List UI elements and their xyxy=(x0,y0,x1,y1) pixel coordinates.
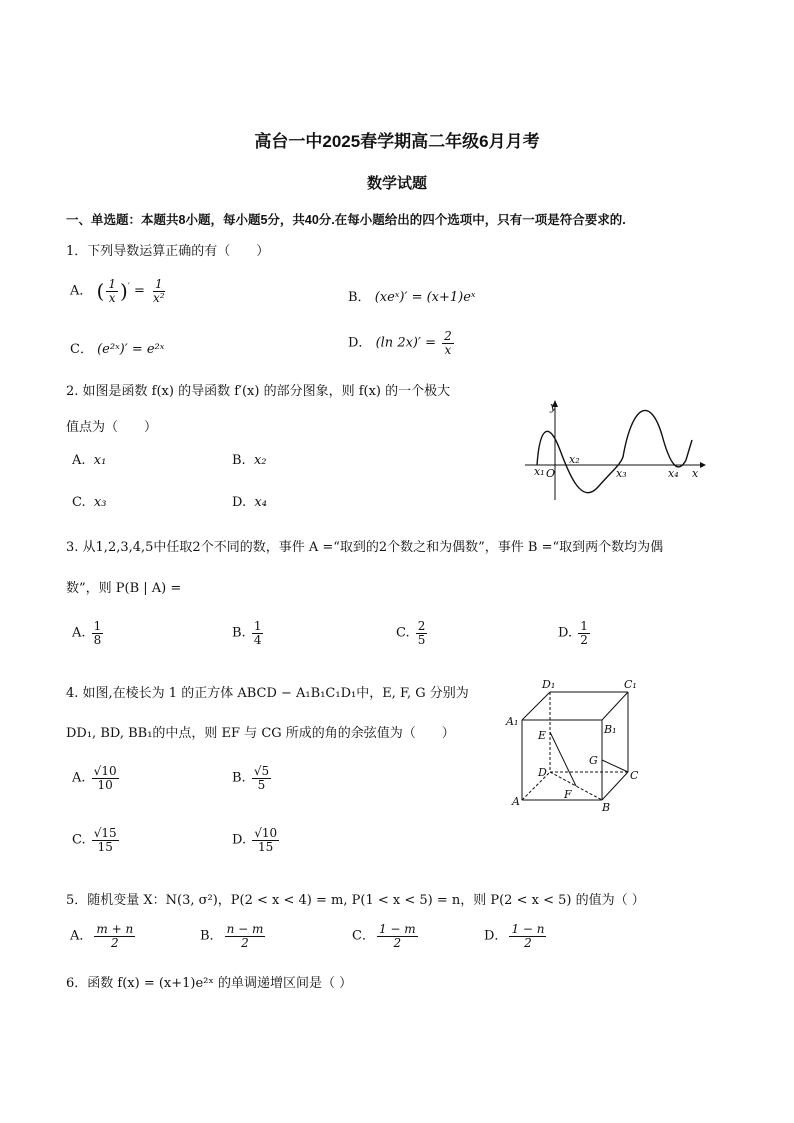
q1-b-label: B． xyxy=(348,290,371,305)
q1-option-d xyxy=(348,330,456,356)
q1-a-lhs-den: x xyxy=(108,290,116,305)
q2-d-value: x₄ xyxy=(254,495,267,510)
q5-c-den: 2 xyxy=(393,935,402,950)
q2-b-label: B. xyxy=(232,453,246,468)
graph-x-label: x xyxy=(692,467,699,480)
q1-option-c xyxy=(70,338,164,357)
q1-c-label: C． xyxy=(70,342,93,357)
q3-stem-line1: 3. 从1,2,3,4,5中任取2个不同的数，事件 A =“取到的2个数之和为偶数”，事件 B =“取到两个数均为偶 xyxy=(66,540,664,555)
q3-b-label: B. xyxy=(232,625,246,641)
q3-option-c xyxy=(396,620,429,646)
q1-d-lhs: (ln 2x)′ = xyxy=(375,335,436,351)
q2-option-d xyxy=(232,495,267,510)
q5-c-label: C． xyxy=(352,928,375,944)
q3-a-label: A. xyxy=(72,625,86,641)
q1-a-label: A． xyxy=(70,283,93,299)
q5-a-den: 2 xyxy=(110,935,119,950)
section-heading: 一、单选题：本题共8小题，每小题5分，共40分.在每小题给出的四个选项中，只有一项是符合要求的. xyxy=(66,213,626,227)
q5-b-label: B． xyxy=(200,928,223,944)
cube-label-f: F xyxy=(564,788,572,801)
q2-a-label: A. xyxy=(72,453,86,468)
q5-option-a xyxy=(70,923,137,949)
q5-option-c xyxy=(352,923,420,949)
graph-origin-label: O xyxy=(546,467,556,480)
cube-label-d: D xyxy=(538,766,547,779)
q4-option-b xyxy=(232,765,273,791)
q1-b-expr: (xeˣ)′ = (x+1)eˣ xyxy=(374,290,476,305)
q4-stem-line2: DD₁, BD, BB₁的中点，则 EF 与 CG 所成的角的余弦值为（ ） xyxy=(66,726,455,741)
cube-label-c1: C₁ xyxy=(624,678,637,691)
q1-stem: 1．下列导数运算正确的有（ ） xyxy=(66,244,270,259)
q2-b-value: x₂ xyxy=(253,453,267,468)
cube-label-b: B xyxy=(602,801,611,814)
graph-x1-label: x₁ xyxy=(534,465,545,478)
q3-b-num: 1 xyxy=(253,619,262,633)
cube-label-a1: A₁ xyxy=(506,715,519,728)
q1-d-num: 2 xyxy=(444,329,452,343)
q4-d-num: √10 xyxy=(254,826,278,840)
q5-d-num: 1 − n xyxy=(511,922,545,936)
q4-option-d xyxy=(232,827,281,853)
q1-option-b xyxy=(348,286,476,305)
q5-d-label: D． xyxy=(484,928,508,944)
q3-d-num: 1 xyxy=(580,619,588,633)
q4-d-den: 15 xyxy=(258,839,274,854)
cube-label-g: G xyxy=(589,754,598,767)
q1-option-a: A． ( $\frac{1}{x}$ )′ = $\frac{1}{\text{x²}}$ xyxy=(70,277,165,305)
q3-c-num: 2 xyxy=(417,619,426,633)
q4-a-label: A. xyxy=(72,770,86,786)
q1-d-label: D． xyxy=(348,335,372,351)
q2-stem-line1: 2. 如图是函数 f(x) 的导函数 f′(x) 的部分图象，则 f(x) 的一个极大 xyxy=(66,384,451,399)
q4-cube-figure xyxy=(500,675,650,815)
q5-a-num: m + n xyxy=(96,922,134,936)
q2-c-label: C. xyxy=(72,495,86,510)
graph-x3-label: x₃ xyxy=(616,467,627,480)
graph-x2-label: x₂ xyxy=(569,453,580,466)
cube-label-a: A xyxy=(512,795,520,808)
q1-c-expr: (e²ˣ)′ = e²ˣ xyxy=(97,342,165,357)
q3-option-d xyxy=(558,620,592,646)
page-title: 高台一中2025春学期高二年级6月月考 xyxy=(254,132,540,151)
graph-y-label: y xyxy=(550,400,557,413)
q2-d-label: D. xyxy=(232,495,247,510)
q4-d-label: D. xyxy=(232,832,247,848)
q3-b-den: 4 xyxy=(253,632,262,647)
q3-a-num: 1 xyxy=(93,619,102,633)
q1-a-lhs-num: 1 xyxy=(108,277,116,291)
edge-a1-d1 xyxy=(522,692,550,720)
q1-a-rhs-den: x² xyxy=(153,290,165,305)
edge-b-c xyxy=(602,772,628,800)
q4-stem-line1: 4. 如图,在棱长为 1 的正方体 ABCD − A₁B₁C₁D₁中，E, F, G 分别为 xyxy=(66,686,469,701)
segment-g-c xyxy=(602,760,628,772)
q4-b-den: 5 xyxy=(257,777,266,792)
cube-label-e: E xyxy=(538,729,547,742)
q5-b-den: 2 xyxy=(241,935,249,950)
q2-option-c xyxy=(72,495,106,510)
q4-b-label: B. xyxy=(232,770,246,786)
q5-stem: 5．随机变量 X：N(3, σ²)，P(2 < x < 4) = m, P(1 < x < 5) = n，则 P(2 < x < 5) 的值为（ ） xyxy=(66,893,645,908)
q4-option-a xyxy=(72,765,121,791)
q3-a-den: 8 xyxy=(93,632,102,647)
graph-x4-label: x₄ xyxy=(668,467,679,480)
q1-d-den: x xyxy=(444,342,452,357)
q3-c-den: 5 xyxy=(417,632,426,647)
q6-stem: 6．函数 f(x) = (x+1)e²ˣ 的单调递增区间是（ ） xyxy=(66,976,353,991)
q2-option-a xyxy=(72,453,106,468)
q5-a-label: A． xyxy=(70,928,93,944)
cube-label-c: C xyxy=(630,769,639,782)
q2-a-value: x₁ xyxy=(93,453,107,468)
q3-option-a xyxy=(72,620,105,646)
q3-stem-line2: 数”，则 P(B | A) = xyxy=(66,581,182,596)
q5-c-num: 1 − m xyxy=(378,922,416,936)
q4-c-label: C. xyxy=(72,832,86,848)
q2-c-value: x₃ xyxy=(93,495,107,510)
q1-a-rhs-num: 1 xyxy=(154,277,163,291)
q3-d-den: 2 xyxy=(580,632,588,647)
q4-option-c xyxy=(72,827,121,853)
q3-c-label: C. xyxy=(396,625,410,641)
q4-c-den: 15 xyxy=(97,839,113,854)
q2-derivative-graph xyxy=(520,395,710,505)
q2-option-b xyxy=(232,453,267,468)
cube-label-d1: D₁ xyxy=(542,678,556,691)
q5-d-den: 2 xyxy=(524,935,532,950)
segment-e-f xyxy=(550,732,576,786)
page-subtitle: 数学试题 xyxy=(366,175,427,192)
q4-a-den: 10 xyxy=(97,777,113,792)
derivative-curve xyxy=(537,410,692,492)
q3-option-b xyxy=(232,620,265,646)
q5-option-d xyxy=(484,923,548,949)
cube-label-b1: B₁ xyxy=(604,723,617,736)
q4-a-num: √10 xyxy=(93,764,117,778)
q5-option-b xyxy=(200,923,267,949)
q2-stem-line2: 值点为（ ） xyxy=(66,420,158,435)
x-axis-arrow-icon xyxy=(700,462,706,468)
q4-c-num: √15 xyxy=(93,826,117,840)
q5-b-num: n − m xyxy=(226,922,264,936)
edge-b1-c1 xyxy=(602,692,628,720)
q4-b-num: √5 xyxy=(253,764,270,778)
q3-d-label: D. xyxy=(558,625,573,641)
